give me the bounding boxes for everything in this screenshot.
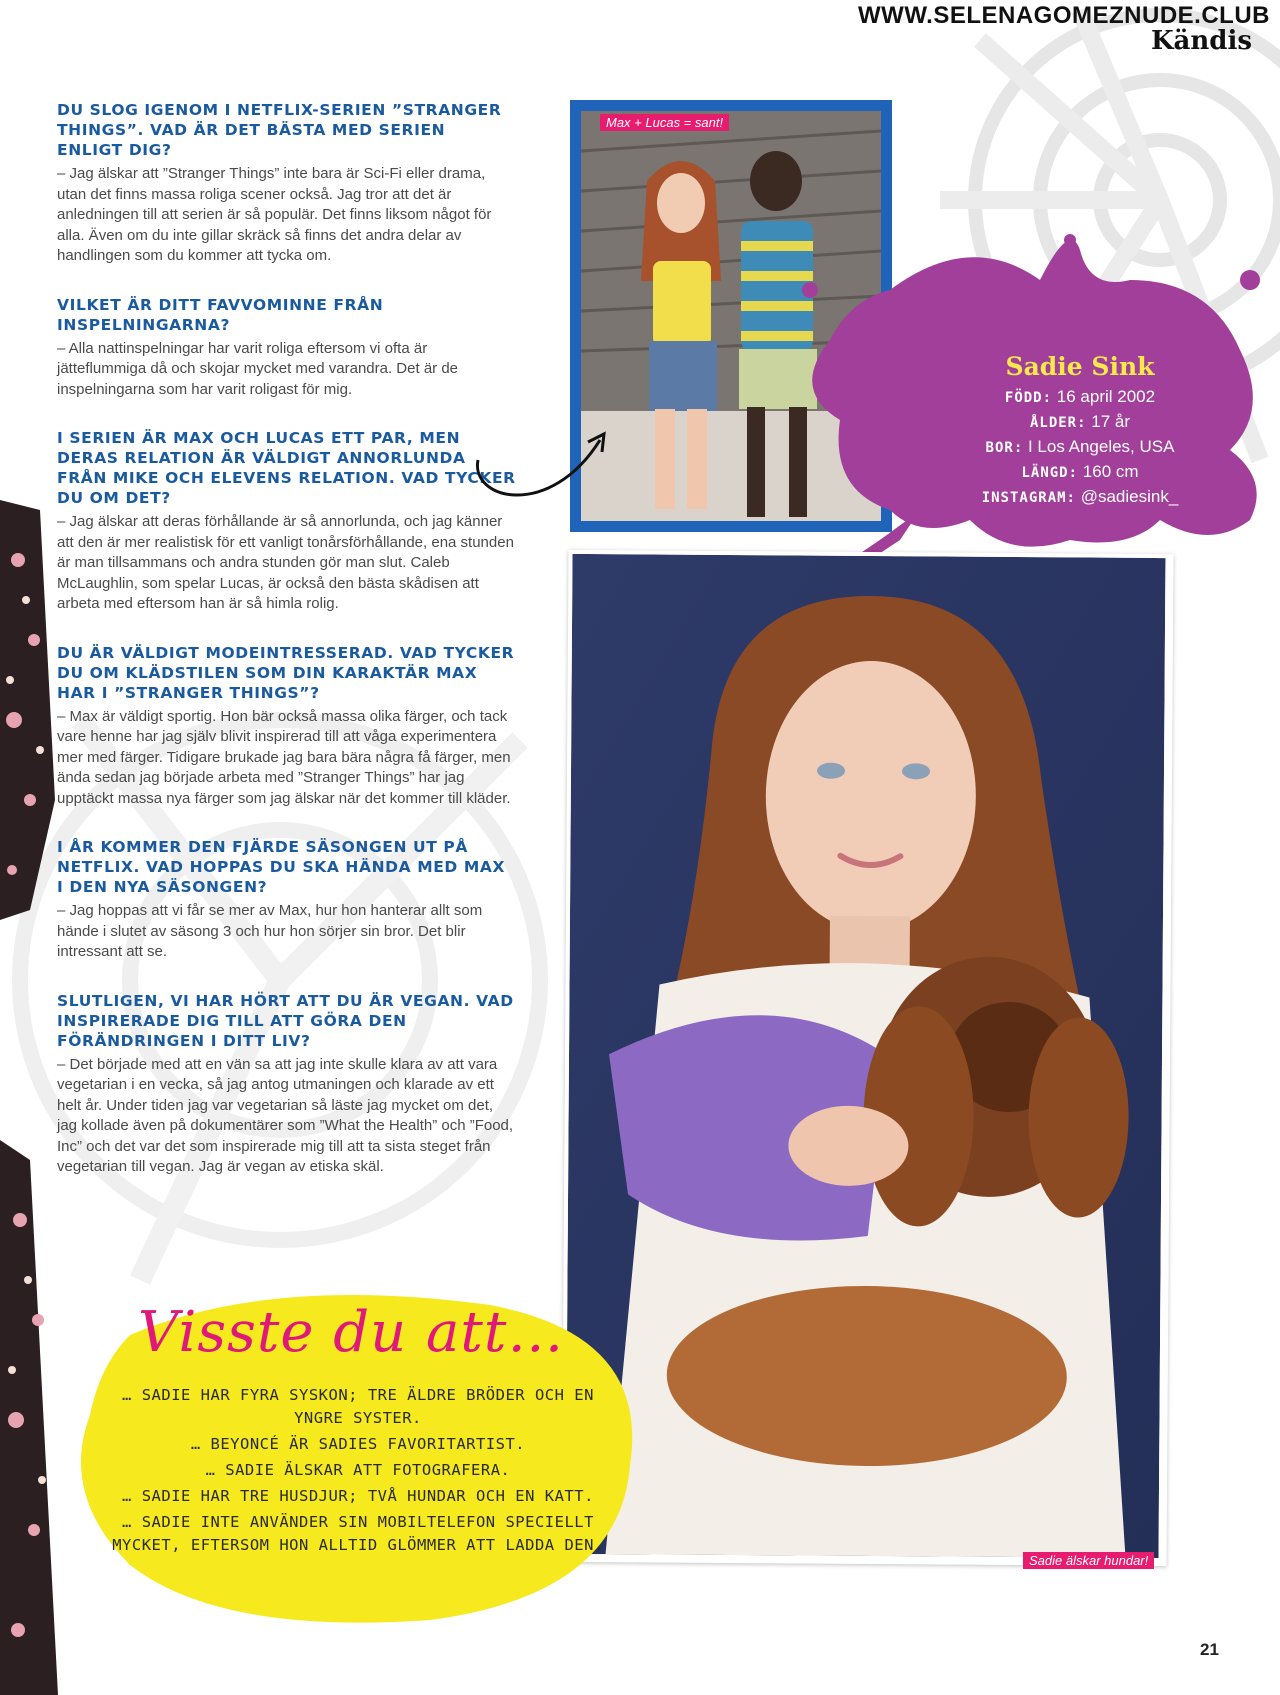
question: VILKET ÄR DITT FAVVOMINNE FRÅN INSPELNINGARNA? (57, 295, 384, 334)
profile-value: @sadiesink_ (1080, 487, 1179, 506)
profile-label: FÖDD: (1004, 390, 1053, 406)
profile-value: 17 år (1091, 412, 1131, 431)
fact-item: … SADIE HAR TRE HUSDJUR; TVÅ HUNDAR OCH EN KATT. (122, 1487, 594, 1505)
question: SLUTLIGEN, VI HAR HÖRT ATT DU ÄR VEGAN. VAD INSPIRERADE DIG TILL ATT GÖRA DEN FÖRÄNDRINGEN I DITT LIV? (57, 991, 514, 1050)
profile-value: 16 april 2002 (1056, 387, 1156, 406)
answer: – Jag älskar att deras förhållande är så annorlunda, och jag känner att den är mer realistisk för ett vanligt tonårsförhållande, ena stunden är man tillsammans och andra stunden gör man slut. Caleb McLaughlin, som spelar Lucas, är också den bästa skådisen att arbeta med eftersom han är så himla rolig. (57, 513, 514, 612)
answer: – Jag hoppas att vi får se mer av Max, hur hon hanterar allt som hände i slutet av säsong 3 och hur hon sörjer sin bror. Det blir intressant att se. (57, 902, 483, 960)
profile-label: INSTAGRAM: (981, 490, 1076, 506)
profile-fact-box (955, 352, 1205, 510)
profile-label: BOR: (985, 440, 1024, 456)
curved-arrow-icon (470, 420, 620, 520)
question: DU ÄR VÄLDIGT MODEINTRESSERAD. VAD TYCKER DU OM KLÄDSTILEN SOM DIN KARAKTÄR MAX HAR I ”STRANGER THINGS”? (57, 643, 515, 702)
fact-item: … BEYONCÉ ÄR SADIES FAVORITARTIST. (190, 1435, 526, 1453)
answer: – Jag älskar att ”Stranger Things” inte bara är Sci-Fi eller drama, utan det finns massa roliga scener också. Jag tror att det är anledningen till att serien är så populär. Det finns liksom något för alla. Även om du inte gillar skräck så finns det andra delar av handlingen som du kommer att tycka om. (57, 165, 492, 264)
answer: – Max är väldigt sportig. Hon bär också massa olika färger, och tack vare henne har jag själv blivit inspirerad till att våga experimentera mer med färger. Tidigare brukade jag bara bära några få färger, men ända sedan jag började arbeta med ”Stranger Things” har jag upptäckt massa nya färger som jag älskar när det kommer till kläder. (57, 707, 511, 807)
profile-name: Sadie Sink (1005, 352, 1155, 381)
profile-value: 160 cm (1082, 462, 1139, 481)
qa-item (57, 991, 517, 1178)
profile-row (955, 385, 1205, 410)
profile-row (955, 435, 1205, 460)
fact-item: … SADIE ÄLSKAR ATT FOTOGRAFERA. (205, 1461, 511, 1479)
question: I ÅR KOMMER DEN FJÄRDE SÄSONGEN UT PÅ NETFLIX. VAD HOPPAS DU SKA HÄNDA MED MAX I DEN NYA SÄSONGEN? (57, 838, 506, 896)
question: DU SLOG IGENOM I NETFLIX-SERIEN ”STRANGER THINGS”. VAD ÄR DET BÄSTA MED SERIEN ENLIGT DIG? (57, 101, 502, 159)
facts-list (108, 1384, 608, 1560)
fact-item: … SADIE INTE ANVÄNDER SIN MOBILTELEFON SPECIELLT MYCKET, EFTERSOM HON ALLTID GLÖMMER ATT LADDA DEN. (112, 1513, 604, 1554)
fact-item: … SADIE HAR FYRA SYSKON; TRE ÄLDRE BRÖDER OCH EN YNGRE SYSTER. (122, 1386, 594, 1427)
answer: – Alla nattinspelningar har varit roliga eftersom vi ofta är jätteflummiga då och skojar mycket med varandra. Det är de inspelningarna som har varit roligast för mig. (57, 339, 459, 398)
section-title: Kändis (1150, 26, 1252, 56)
floral-dress-photo-edge (0, 500, 62, 1695)
main-photo-caption: Sadie älskar hundar! (1023, 1552, 1154, 1569)
qa-item (57, 295, 517, 401)
profile-row (955, 485, 1205, 510)
profile-label: LÄNGD: (1021, 465, 1079, 481)
profile-row (955, 410, 1205, 435)
interview-column (57, 100, 517, 1206)
qa-item (57, 643, 517, 810)
top-photo-caption: Max + Lucas = sant! (600, 114, 729, 131)
profile-row (955, 460, 1205, 485)
question: I SERIEN ÄR MAX OCH LUCAS ETT PAR, MEN DERAS RELATION ÄR VÄLDIGT ANNORLUNDA FRÅN MIKE OCH ELEVENS RELATION. VAD TYCKER DU OM DET? (57, 429, 516, 507)
profile-label: ÅLDER: (1029, 415, 1087, 431)
qa-item (57, 100, 517, 267)
facts-title: Visste du att… (138, 1300, 565, 1365)
answer: – Det började med att en vän sa att jag inte skulle klara av att vara vegetarian i en vecka, så jag antog utmaningen och klarade av ett helt år. Under tiden jag var vegetarian så läste jag mycket om det, jag kollade även på dokumentärer som ”What the Health” och ”Food, Inc” och det var det som inspirerade mig till att ta sista steget från vegetarian till vegan. Jag är vegan av etiska skäl. (57, 1055, 514, 1175)
qa-item (57, 837, 517, 963)
qa-item (57, 428, 517, 615)
profile-value: I Los Angeles, USA (1027, 437, 1175, 456)
page-number: 21 (1200, 1640, 1219, 1659)
watermark-url: WWW.SELENAGOMEZNUDE.CLUB (858, 2, 1270, 29)
